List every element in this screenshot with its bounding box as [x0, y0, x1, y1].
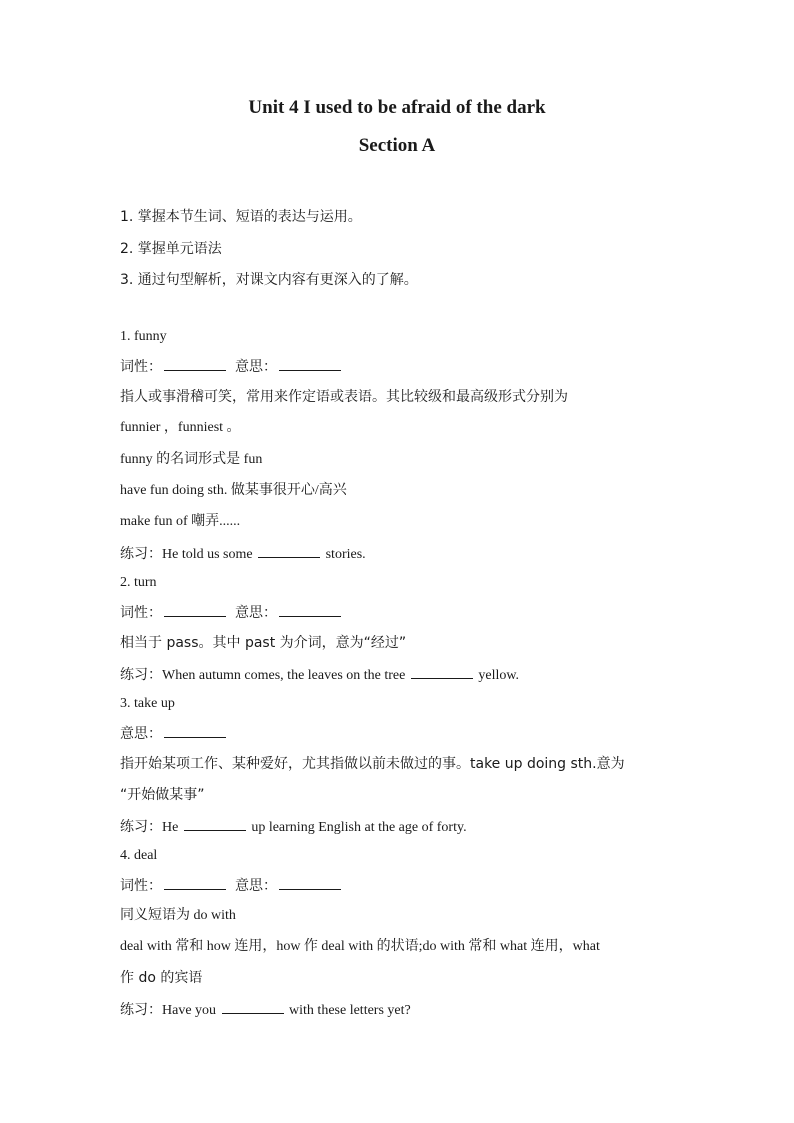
item-takeup-note-2: “开始做某事”	[120, 787, 205, 803]
practice-text-after: up learning English at the age of forty.	[251, 820, 467, 835]
meaning-label: 意思：	[235, 878, 277, 894]
unit-title: Unit 4 I used to be afraid of the dark	[248, 97, 546, 118]
item-takeup-heading: 3. take up	[120, 696, 175, 711]
item-funny-note-4: have fun doing sth. 做某事很开心/高兴	[120, 483, 347, 498]
practice-label: 练习：	[120, 1002, 162, 1018]
pos-blank[interactable]	[164, 875, 226, 890]
pos-label: 词性：	[120, 359, 162, 375]
item-funny-heading: 1. funny	[120, 329, 167, 344]
item-turn-heading: 2. turn	[120, 575, 157, 590]
practice-blank[interactable]	[184, 816, 246, 831]
item-turn-blanks	[120, 602, 680, 624]
objective-2: 2. 掌握单元语法	[120, 241, 222, 257]
meaning-blank[interactable]	[164, 723, 226, 738]
item-deal-note-2: deal with 常和 how 连用，how 作 deal with 的状语;do with 常和 what 连用，what	[120, 939, 600, 954]
practice-text-before: When autumn comes, the leaves on the tree	[162, 668, 406, 683]
item-funny-note-3: funny 的名词形式是 fun	[120, 452, 263, 467]
item-deal-note-3: 作 do 的宾语	[120, 970, 203, 986]
practice-text-after: yellow.	[478, 668, 520, 683]
item-takeup-practice	[120, 816, 680, 838]
objective-3: 3. 通过句型解析，对课文内容有更深入的了解。	[120, 272, 418, 288]
practice-text-before: Have you	[162, 1003, 217, 1018]
pos-blank[interactable]	[164, 356, 226, 371]
practice-blank[interactable]	[258, 543, 320, 558]
item-deal-blanks	[120, 875, 680, 897]
section-title: Section A	[358, 135, 436, 156]
item-funny-note-5: make fun of 嘲弄......	[120, 514, 241, 529]
item-deal-heading: 4. deal	[120, 848, 158, 863]
practice-text-after: stories.	[325, 547, 366, 562]
practice-blank[interactable]	[222, 999, 284, 1014]
item-takeup-note-1: 指开始某项工作、某种爱好，尤其指做以前未做过的事。take up doing sth.意为	[120, 756, 625, 772]
practice-text-after: with these letters yet?	[289, 1003, 411, 1018]
practice-blank[interactable]	[411, 664, 473, 679]
practice-label: 练习：	[120, 819, 162, 835]
pos-label: 词性：	[120, 605, 162, 621]
pos-label: 词性：	[120, 878, 162, 894]
meaning-label: 意思：	[235, 605, 277, 621]
item-deal-practice	[120, 999, 680, 1021]
item-deal-note-1: 同义短语为 do with	[120, 908, 236, 923]
meaning-blank[interactable]	[279, 356, 341, 371]
objective-1: 1. 掌握本节生词、短语的表达与运用。	[120, 209, 362, 225]
item-turn-practice	[120, 664, 680, 686]
item-funny-blanks	[120, 356, 680, 378]
practice-text-before: He	[162, 820, 179, 835]
practice-text-before: He told us some	[162, 547, 253, 562]
meaning-label: 意思：	[120, 726, 162, 742]
item-turn-note-1: 相当于 pass。其中 past 为介词，意为“经过”	[120, 635, 407, 651]
item-takeup-blanks	[120, 723, 680, 745]
item-funny-note-1: 指人或事滑稽可笑，常用来作定语或表语。其比较级和最高级形式分别为	[120, 389, 568, 405]
meaning-label: 意思：	[235, 359, 277, 375]
meaning-blank[interactable]	[279, 875, 341, 890]
meaning-blank[interactable]	[279, 602, 341, 617]
pos-blank[interactable]	[164, 602, 226, 617]
practice-label: 练习：	[120, 667, 162, 683]
item-funny-practice	[120, 543, 680, 565]
item-funny-note-2: funnier ，funniest 。	[120, 420, 241, 435]
practice-label: 练习：	[120, 546, 162, 562]
